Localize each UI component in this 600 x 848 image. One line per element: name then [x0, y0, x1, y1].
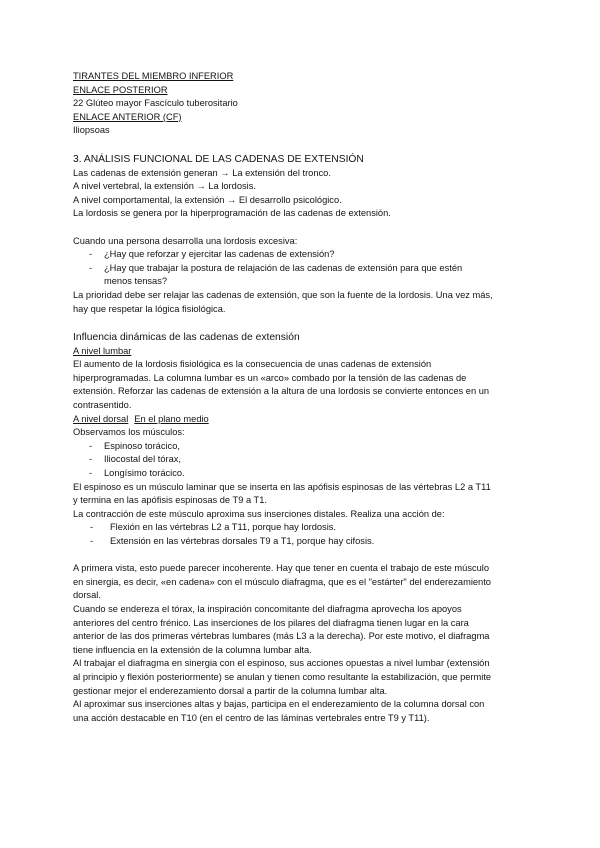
priority-line: La prioridad debe ser relajar las cadenas de extensión, que son la fuente de la lordosis. Una vez más, — [73, 289, 493, 300]
paragraph4-line: una acción destacable en T10 (en el centro de las láminas vertebrales entre T9 y T11). — [73, 712, 430, 723]
list-item — [73, 248, 533, 262]
question-intro: Cuando una persona desarrolla una lordosis excesiva: — [73, 235, 298, 246]
list-item — [73, 440, 533, 454]
bullet-dash: - — [89, 249, 93, 260]
paragraph3-line: al principio y flexión posteriormente) se anulan y tienen como resultante la estabilización, que permite — [73, 671, 492, 682]
paragraph1-line: A primera vista, esto puede parecer incoherente. Hay que tener en cuenta el trabajo de este músculo — [73, 563, 490, 574]
paragraph1-line: en sinergia, es decir, «en cadena» con el músculo diafragma, que es el "estárter" del enderezamiento — [73, 576, 491, 587]
lumbar-line: contrasentido. — [73, 400, 132, 411]
lumbar-heading: A nivel lumbar — [73, 345, 132, 356]
question-text: menos tensas? — [104, 276, 168, 287]
list-item — [73, 467, 533, 481]
section3-line: A nivel vertebral, la extensión → La lordosis. — [73, 181, 256, 192]
espinoso-line: y termina en las apófisis espinosas de T9 a T1. — [73, 495, 267, 506]
section3-heading: 3. ANÁLISIS FUNCIONAL DE LAS CADENAS DE EXTENSIÓN — [73, 153, 364, 165]
bullet-dash: - — [89, 440, 93, 451]
anterior-item: Iliopsoas — [73, 125, 110, 136]
posterior-item: 22 Glúteo mayor Fascículo tuberositario — [73, 98, 238, 109]
section3-line: A nivel comportamental, la extensión → El desarrollo psicológico. — [73, 194, 342, 205]
list-item — [73, 453, 533, 467]
bullet-dash: - — [89, 468, 93, 479]
action-text: Extensión en las vértebras dorsales T9 a T1, porque hay cifosis. — [110, 536, 375, 546]
bullet-dash: - — [89, 262, 93, 273]
section3-line: Las cadenas de extensión generan → La extensión del tronco. — [73, 167, 331, 178]
influencia-heading: Influencia dinámicas de las cadenas de extensión — [73, 331, 300, 343]
document-page — [73, 70, 533, 725]
question-text: ¿Hay que reforzar y ejercitar las cadenas de extensión? — [104, 249, 335, 260]
lumbar-line: extensión. Reforzar las cadenas de extensión a la altura de una lordosis se convierte entonces en un — [73, 386, 490, 397]
section-title-tirantes: TIRANTES DEL MIEMBRO INFERIOR — [73, 71, 234, 81]
questions-list — [73, 248, 533, 289]
muscles-list — [73, 440, 533, 481]
espinoso-line: La contracción de este músculo aproxima sus inserciones distales. Realiza una acción de: — [73, 508, 445, 519]
dorsal-heading-line — [73, 413, 533, 427]
paragraph2-line: anteriores del centro frénico. Las inserciones de los pilares del diafragma tienen lugar en la cara — [73, 617, 469, 628]
heading-enlace-posterior: ENLACE POSTERIOR — [73, 84, 168, 95]
lumbar-line: hiperprogramadas. La columna lumbar es un «arco» combado por la tensión de las cadenas de — [73, 372, 467, 383]
action-text: Flexión en las vértebras L2 a T11, porque hay lordosis. — [110, 522, 337, 533]
list-item — [73, 262, 533, 289]
muscle-text: Espinoso torácico, — [104, 440, 180, 451]
list-item — [73, 521, 533, 535]
actions-list — [73, 521, 533, 548]
dorsal-heading: A nivel dorsal — [73, 413, 129, 424]
paragraph1-line: dorsal. — [73, 590, 101, 601]
bullet-dash: - — [90, 536, 94, 546]
muscles-intro: Observamos los músculos: — [73, 427, 185, 438]
paragraph2-line: Cuando se endereza el tórax, la inspiración concomitante del diafragma aprovecha los apoyos — [73, 603, 462, 614]
dorsal-heading-suffix: En el plano medio — [134, 413, 209, 424]
paragraph3-line: Al trabajar el diafragma en sinergia con el espinoso, sus acciones opuestas a nivel lumbar (extensión — [73, 658, 490, 669]
priority-line: hay que respetar la lógica fisiológica. — [73, 303, 226, 314]
paragraph3-line: gestionar mejor el enderezamiento dorsal a partir de la columna lumbar alta. — [73, 685, 388, 696]
espinoso-line: El espinoso es un músculo laminar que se inserta en las apófisis espinosas de las vértebras L2 a T11 — [73, 481, 491, 492]
paragraph2-line: tiene influencia en la extensión de la columna lumbar alta. — [73, 644, 312, 655]
heading-enlace-anterior: ENLACE ANTERIOR (CF) — [73, 111, 182, 122]
muscle-text: Longísimo torácico. — [104, 468, 185, 479]
bullet-dash: - — [89, 454, 93, 465]
bullet-dash: - — [90, 522, 94, 533]
muscle-text: Iliocostal del tórax, — [104, 454, 181, 465]
section3-line: La lordosis se genera por la hiperprogramación de las cadenas de extensión. — [73, 208, 391, 219]
question-text: ¿Hay que trabajar la postura de relajación de las cadenas de extensión para que estén — [104, 262, 463, 273]
lumbar-line: El aumento de la lordosis fisiológica es la consecuencia de unas cadenas de extensión — [73, 359, 432, 370]
list-item — [73, 535, 533, 549]
paragraph2-line: anterior de las dos primeras vértebras lumbares (más L3 a la derecha). Por este motivo, el diafragma — [73, 631, 490, 642]
paragraph4-line: Al aproximar sus inserciones altas y bajas, participa en el enderezamiento de la columna dorsal con — [73, 699, 485, 710]
